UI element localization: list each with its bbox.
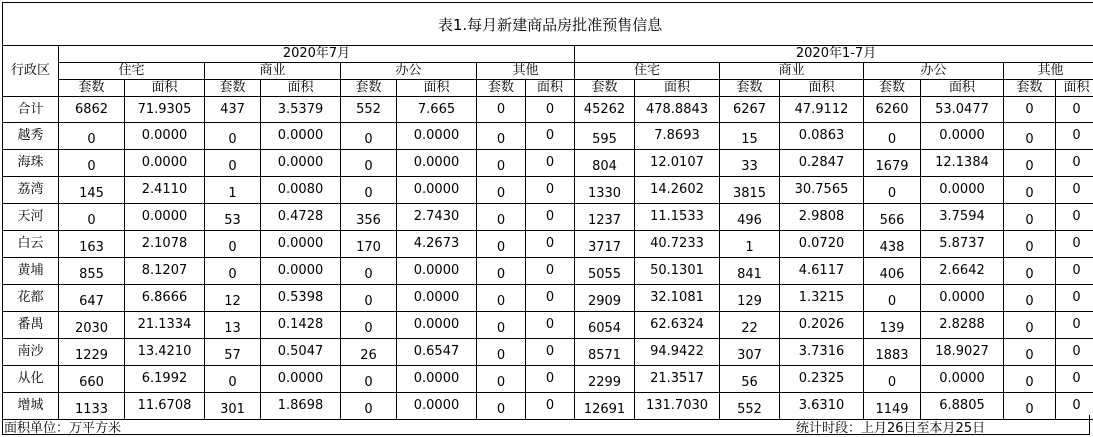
district-name: 黄埔	[3, 258, 59, 285]
statistics-period-note: 统计时段：上月26日至本月25日	[796, 421, 986, 436]
cell-area: 40.7233	[635, 231, 720, 258]
header-category: 办公	[341, 63, 477, 80]
cell-units: 437	[205, 97, 261, 123]
cell-area: 13.4210	[125, 339, 205, 366]
cell-units: 0	[864, 177, 921, 204]
cell-area: 0.2847	[780, 150, 864, 177]
cell-area: 8.1207	[125, 258, 205, 285]
cell-units: 307	[720, 339, 780, 366]
cell-area: 0.0000	[397, 258, 477, 285]
cell-area: 71.9305	[125, 97, 205, 123]
cell-area: 0.4728	[261, 204, 341, 231]
cell-units: 8571	[575, 339, 635, 366]
cell-area: 6.1992	[125, 366, 205, 393]
cell-area: 0.0863	[780, 123, 864, 150]
cell-units: 0	[1004, 393, 1056, 420]
cell-units: 56	[720, 366, 780, 393]
cell-units: 496	[720, 204, 780, 231]
cell-area: 0	[1056, 366, 1093, 393]
cell-area: 0	[1056, 177, 1093, 204]
table-row	[3, 150, 1093, 177]
header-period-ytd: 2020年1-7月	[575, 46, 1093, 63]
cell-units: 841	[720, 258, 780, 285]
footer-border-left	[2, 415, 3, 435]
district-name: 白云	[3, 231, 59, 258]
header-units: 套数	[59, 80, 125, 97]
cell-area: 0.2026	[780, 312, 864, 339]
district-name: 海珠	[3, 150, 59, 177]
cell-area: 0	[1056, 393, 1093, 420]
cell-units: 1679	[864, 150, 921, 177]
cell-units: 855	[59, 258, 125, 285]
district-name: 合计	[3, 97, 59, 123]
cell-units: 0	[477, 123, 526, 150]
cell-units: 0	[477, 312, 526, 339]
cell-units: 660	[59, 366, 125, 393]
district-name: 荔湾	[3, 177, 59, 204]
cell-units: 5055	[575, 258, 635, 285]
cell-units: 0	[1004, 123, 1056, 150]
header-area: 面积	[125, 80, 205, 97]
cell-area: 0.0000	[921, 285, 1004, 312]
cell-area: 0.0000	[125, 123, 205, 150]
cell-area: 0.0000	[261, 150, 341, 177]
header-area: 面积	[1056, 80, 1093, 97]
cell-area: 53.0477	[921, 97, 1004, 123]
cell-units: 0	[864, 285, 921, 312]
header-area: 面积	[261, 80, 341, 97]
district-name: 增城	[3, 393, 59, 420]
cell-area: 2.8288	[921, 312, 1004, 339]
cell-units: 0	[1004, 97, 1056, 123]
cell-units: 26	[341, 339, 397, 366]
cell-units: 406	[864, 258, 921, 285]
cell-area: 0.0000	[397, 312, 477, 339]
cell-units: 33	[720, 150, 780, 177]
cell-units: 3717	[575, 231, 635, 258]
district-name: 天河	[3, 204, 59, 231]
cell-units: 0	[477, 393, 526, 420]
cell-area: 0	[526, 204, 575, 231]
cell-units: 22	[720, 312, 780, 339]
cell-units: 1330	[575, 177, 635, 204]
cell-units: 301	[205, 393, 261, 420]
cell-area: 0.0000	[921, 177, 1004, 204]
cell-units: 0	[341, 177, 397, 204]
cell-area: 2.4110	[125, 177, 205, 204]
cell-units: 1149	[864, 393, 921, 420]
cell-area: 4.2673	[397, 231, 477, 258]
cell-area: 0	[526, 258, 575, 285]
cell-units: 13	[205, 312, 261, 339]
cell-area: 7.665	[397, 97, 477, 123]
cell-area: 3.6310	[780, 393, 864, 420]
cell-units: 53	[205, 204, 261, 231]
header-area: 面积	[397, 80, 477, 97]
cell-area: 0.0000	[125, 150, 205, 177]
cell-units: 45262	[575, 97, 635, 123]
cell-area: 0.5047	[261, 339, 341, 366]
cell-units: 0	[477, 204, 526, 231]
cell-units: 0	[477, 258, 526, 285]
cell-units: 6260	[864, 97, 921, 123]
cell-units: 0	[205, 123, 261, 150]
cell-area: 0	[526, 339, 575, 366]
cell-units: 145	[59, 177, 125, 204]
cell-area: 0	[526, 150, 575, 177]
district-name: 从化	[3, 366, 59, 393]
cell-units: 1237	[575, 204, 635, 231]
header-category: 办公	[864, 63, 1004, 80]
cell-units: 0	[864, 123, 921, 150]
cell-area: 478.8843	[635, 97, 720, 123]
header-district: 行政区	[3, 46, 59, 97]
cell-area: 2.6642	[921, 258, 1004, 285]
cell-units: 804	[575, 150, 635, 177]
cell-area: 0	[1056, 231, 1093, 258]
cell-area: 11.6708	[125, 393, 205, 420]
area-unit-note: 面积单位：万平方米	[4, 421, 122, 436]
cell-units: 595	[575, 123, 635, 150]
cell-units: 139	[864, 312, 921, 339]
table-row	[3, 204, 1093, 231]
cell-units: 3815	[720, 177, 780, 204]
cell-area: 3.5379	[261, 97, 341, 123]
cell-area: 0.0000	[397, 366, 477, 393]
cell-units: 0	[205, 258, 261, 285]
district-name: 南沙	[3, 339, 59, 366]
cell-area: 21.3517	[635, 366, 720, 393]
cell-units: 0	[1004, 339, 1056, 366]
district-name: 番禺	[3, 312, 59, 339]
cell-area: 50.1301	[635, 258, 720, 285]
cell-area: 6.8805	[921, 393, 1004, 420]
cell-area: 0.0000	[261, 366, 341, 393]
cell-area: 2.7430	[397, 204, 477, 231]
cell-area: 0	[1056, 150, 1093, 177]
cell-area: 32.1081	[635, 285, 720, 312]
cell-units: 0	[864, 366, 921, 393]
header-category: 其他	[477, 63, 575, 80]
table-row	[3, 258, 1093, 285]
cell-area: 5.8737	[921, 231, 1004, 258]
cell-area: 0.0000	[261, 258, 341, 285]
cell-units: 0	[477, 231, 526, 258]
cell-area: 0.5398	[261, 285, 341, 312]
cell-area: 0.6547	[397, 339, 477, 366]
cell-area: 18.9027	[921, 339, 1004, 366]
cell-area: 30.7565	[780, 177, 864, 204]
cell-area: 0.0000	[397, 177, 477, 204]
cell-area: 0	[1056, 204, 1093, 231]
cell-area: 0	[526, 285, 575, 312]
header-units: 套数	[1004, 80, 1056, 97]
cell-units: 0	[341, 258, 397, 285]
cell-units: 0	[205, 366, 261, 393]
cell-units: 0	[59, 150, 125, 177]
cell-units: 0	[477, 150, 526, 177]
cell-area: 0.0000	[397, 393, 477, 420]
cell-units: 647	[59, 285, 125, 312]
table-title: 表1.每月新建商品房批准预售信息	[3, 3, 1093, 46]
cell-units: 2909	[575, 285, 635, 312]
cell-units: 0	[1004, 285, 1056, 312]
header-units: 套数	[477, 80, 526, 97]
cell-units: 0	[1004, 366, 1056, 393]
cell-area: 47.9112	[780, 97, 864, 123]
table-row	[3, 123, 1093, 150]
cell-units: 0	[59, 204, 125, 231]
cell-units: 0	[341, 312, 397, 339]
cell-units: 0	[1004, 150, 1056, 177]
cell-area: 94.9422	[635, 339, 720, 366]
cell-units: 0	[1004, 204, 1056, 231]
cell-units: 15	[720, 123, 780, 150]
cell-area: 0.0000	[397, 123, 477, 150]
header-category: 商业	[205, 63, 341, 80]
cell-area: 0.0080	[261, 177, 341, 204]
cell-units: 438	[864, 231, 921, 258]
header-period-month: 2020年7月	[59, 46, 575, 63]
presale-table	[2, 2, 1093, 420]
cell-area: 0	[526, 123, 575, 150]
cell-units: 0	[205, 231, 261, 258]
header-units: 套数	[720, 80, 780, 97]
cell-area: 0	[1056, 123, 1093, 150]
footer-border-right	[1089, 415, 1090, 435]
cell-area: 6.8666	[125, 285, 205, 312]
header-units: 套数	[341, 80, 397, 97]
cell-units: 566	[864, 204, 921, 231]
header-units: 套数	[864, 80, 921, 97]
district-name: 越秀	[3, 123, 59, 150]
cell-area: 11.1533	[635, 204, 720, 231]
cell-units: 0	[477, 97, 526, 123]
cell-area: 2.9808	[780, 204, 864, 231]
cell-area: 0	[526, 231, 575, 258]
cell-units: 0	[341, 123, 397, 150]
table-row	[3, 366, 1093, 393]
header-area: 面积	[526, 80, 575, 97]
table-row	[3, 97, 1093, 123]
cell-area: 0	[1056, 97, 1093, 123]
cell-area: 62.6324	[635, 312, 720, 339]
header-category: 住宅	[59, 63, 205, 80]
cell-units: 0	[205, 150, 261, 177]
cell-units: 0	[341, 366, 397, 393]
cell-units: 552	[341, 97, 397, 123]
cell-area: 0	[526, 97, 575, 123]
cell-area: 3.7594	[921, 204, 1004, 231]
cell-area: 0.0000	[261, 123, 341, 150]
cell-units: 1133	[59, 393, 125, 420]
cell-area: 7.8693	[635, 123, 720, 150]
cell-units: 1883	[864, 339, 921, 366]
cell-area: 0	[1056, 339, 1093, 366]
cell-area: 0	[526, 366, 575, 393]
cell-units: 0	[477, 366, 526, 393]
cell-units: 1	[720, 231, 780, 258]
cell-units: 129	[720, 285, 780, 312]
cell-area: 0	[1056, 285, 1093, 312]
cell-units: 163	[59, 231, 125, 258]
cell-area: 0	[526, 177, 575, 204]
cell-units: 2030	[59, 312, 125, 339]
cell-area: 2.1078	[125, 231, 205, 258]
table-row	[3, 393, 1093, 420]
cell-area: 0.0000	[921, 366, 1004, 393]
cell-area: 12.1384	[921, 150, 1004, 177]
cell-units: 0	[59, 123, 125, 150]
cell-units: 356	[341, 204, 397, 231]
cell-area: 4.6117	[780, 258, 864, 285]
cell-units: 1	[205, 177, 261, 204]
cell-area: 0.2325	[780, 366, 864, 393]
cell-units: 0	[1004, 258, 1056, 285]
header-area: 面积	[921, 80, 1004, 97]
header-area: 面积	[780, 80, 864, 97]
cell-units: 6862	[59, 97, 125, 123]
cell-units: 0	[477, 177, 526, 204]
cell-units: 552	[720, 393, 780, 420]
cell-area: 0	[526, 312, 575, 339]
table-row	[3, 231, 1093, 258]
cell-units: 170	[341, 231, 397, 258]
table-row	[3, 312, 1093, 339]
cell-area: 0	[1056, 258, 1093, 285]
header-units: 套数	[205, 80, 261, 97]
cell-area: 0.0000	[397, 150, 477, 177]
cell-area: 14.2602	[635, 177, 720, 204]
cell-area: 1.3215	[780, 285, 864, 312]
cell-area: 0.1428	[261, 312, 341, 339]
cell-units: 6267	[720, 97, 780, 123]
cell-units: 0	[1004, 177, 1056, 204]
cell-units: 6054	[575, 312, 635, 339]
cell-area: 3.7316	[780, 339, 864, 366]
cell-units: 57	[205, 339, 261, 366]
header-category: 商业	[720, 63, 864, 80]
cell-area: 0.0000	[261, 231, 341, 258]
header-category: 住宅	[575, 63, 720, 80]
cell-units: 0	[477, 285, 526, 312]
cell-area: 12.0107	[635, 150, 720, 177]
header-category: 其他	[1004, 63, 1093, 80]
cell-area: 0	[1056, 312, 1093, 339]
cell-area: 0.0000	[397, 285, 477, 312]
district-name: 花都	[3, 285, 59, 312]
table-row	[3, 177, 1093, 204]
cell-area: 0.0000	[125, 204, 205, 231]
cell-area: 0.0000	[921, 123, 1004, 150]
cell-units: 12	[205, 285, 261, 312]
cell-area: 0.0720	[780, 231, 864, 258]
cell-units: 0	[341, 150, 397, 177]
header-area: 面积	[635, 80, 720, 97]
cell-units: 12691	[575, 393, 635, 420]
cell-units: 0	[341, 393, 397, 420]
cell-units: 0	[1004, 231, 1056, 258]
cell-units: 0	[341, 285, 397, 312]
table-row	[3, 285, 1093, 312]
cell-area: 131.7030	[635, 393, 720, 420]
cell-units: 0	[1004, 312, 1056, 339]
header-units: 套数	[575, 80, 635, 97]
cell-area: 21.1334	[125, 312, 205, 339]
cell-units: 1229	[59, 339, 125, 366]
cell-area: 1.8698	[261, 393, 341, 420]
cell-units: 2299	[575, 366, 635, 393]
cell-units: 0	[477, 339, 526, 366]
table-row	[3, 339, 1093, 366]
cell-area: 0	[526, 393, 575, 420]
